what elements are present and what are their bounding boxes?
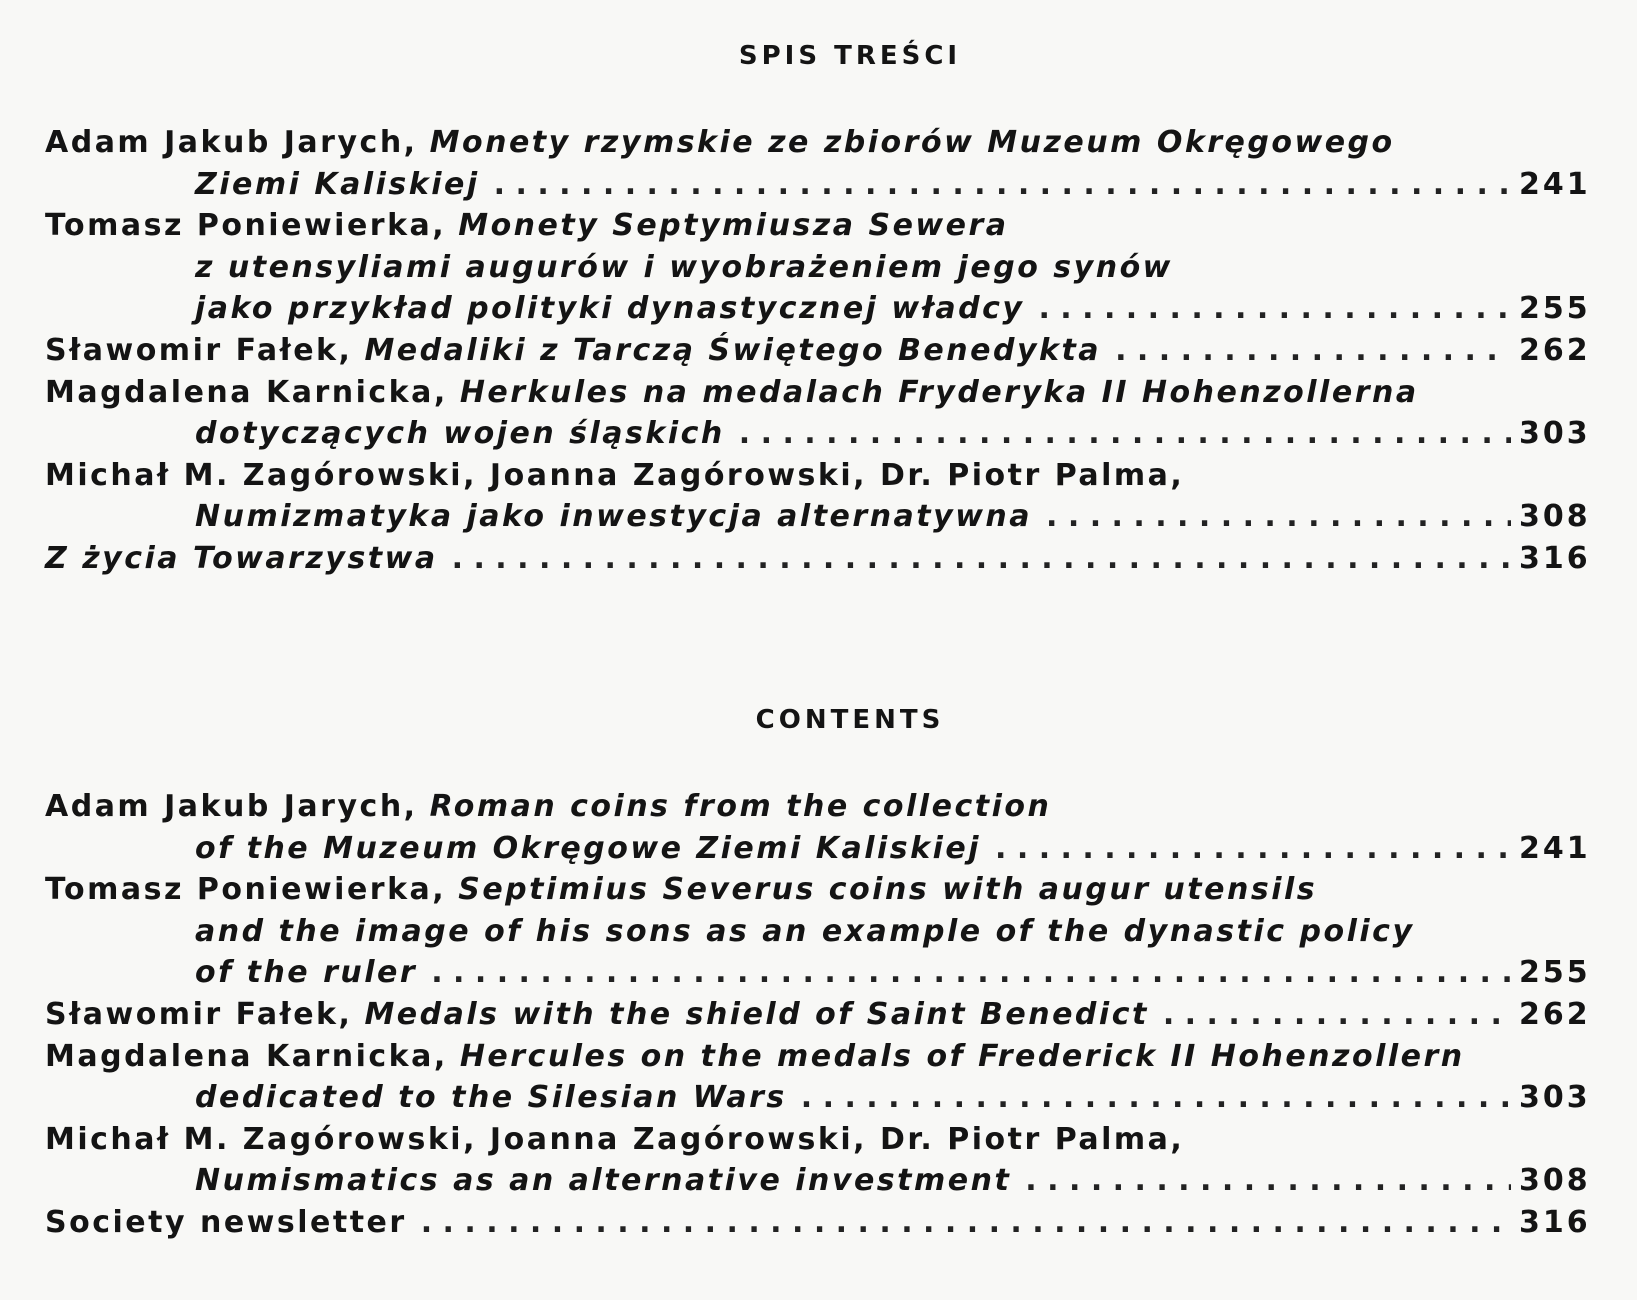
toc-line: [45, 164, 1591, 206]
toc-line: [45, 828, 1591, 870]
dot-leader: [1025, 1160, 1511, 1202]
entry-page-number: 308: [1519, 499, 1591, 535]
entry-page-number: 241: [1519, 830, 1591, 866]
toc-heading-polish: SPIS TREŚCI: [738, 41, 962, 71]
entry-page-number: 316: [1519, 540, 1591, 576]
entry-author: Tomasz Poniewierka,: [45, 872, 447, 908]
toc-line: [45, 372, 1585, 414]
entry-page-number: 316: [1519, 1204, 1591, 1240]
dot-leader: [1046, 496, 1511, 538]
toc-polish: [45, 38, 1591, 580]
toc-line: [45, 455, 1585, 497]
entry-title: Medaliki z Tarczą Świętego Benedykta: [364, 332, 1102, 368]
toc-line: [45, 122, 1585, 164]
entry-author: Michał M. Zagórowski, Joanna Zagórowski, Dr. Piotr Palma,: [45, 1121, 1185, 1157]
entry-author: Sławomir Fałek,: [45, 332, 353, 368]
dot-leader: [801, 1077, 1511, 1119]
toc-entries-polish: [45, 122, 1591, 580]
dot-leader: [494, 164, 1511, 206]
entry-title: Herkules na medalach Fryderyka II Hohenzollerna: [459, 374, 1419, 410]
entry-title: dotyczących wojen śląskich: [195, 416, 725, 452]
entry-page-number: 241: [1519, 166, 1591, 202]
entry-title: z utensyliami augurów i wyobrażeniem jego synów: [195, 249, 1173, 285]
entry-author: Magdalena Karnicka,: [45, 1038, 448, 1074]
entry-page-number: 308: [1519, 1163, 1591, 1199]
dot-leader: [995, 828, 1511, 870]
entry-page-number: 262: [1519, 332, 1591, 368]
entry-author: Adam Jakub Jarych,: [45, 789, 418, 824]
toc-line: [45, 1202, 1591, 1244]
entry-page-number: 255: [1519, 955, 1591, 991]
entry-title: Numismatics as an alternative investment: [195, 1163, 1012, 1199]
toc-line: [45, 1077, 1591, 1119]
entry-title: of the ruler: [195, 955, 418, 991]
entry-page-number: 262: [1519, 996, 1591, 1032]
toc-line: [45, 1160, 1591, 1202]
entry-page-number: 303: [1519, 416, 1591, 452]
toc-line: [45, 247, 1585, 289]
entry-title: Ziemi Kaliskiej: [195, 166, 480, 202]
entry-author: Magdalena Karnicka,: [45, 374, 448, 410]
dot-leader: [739, 413, 1511, 455]
toc-line: [45, 952, 1591, 994]
toc-line: [45, 205, 1585, 247]
entry-title: of the Muzeum Okręgowe Ziemi Kaliskiej: [195, 830, 982, 866]
toc-line: [45, 330, 1591, 372]
toc-entries-english: [45, 786, 1591, 1244]
dot-leader: [1038, 288, 1511, 330]
entry-title: and the image of his sons as an example of the dynastic policy: [195, 913, 1415, 949]
toc-line: [45, 786, 1585, 828]
entry-title: Hercules on the medals of Frederick II Hohenzollern: [459, 1038, 1465, 1074]
toc-line: [45, 413, 1591, 455]
dot-leader: [431, 952, 1511, 994]
entry-page-number: 303: [1519, 1080, 1591, 1116]
entry-title: Monety Septymiusza Sewera: [458, 208, 1009, 244]
entry-title: Monety rzymskie ze zbiorów Muzeum Okręgowego: [429, 125, 1395, 160]
entry-author: Sławomir Fałek,: [45, 996, 353, 1032]
dot-leader: [1115, 330, 1511, 372]
toc-line: [45, 1119, 1585, 1161]
entry-title: Roman coins from the collection: [429, 789, 1052, 824]
dot-leader: [1163, 994, 1511, 1036]
entry-title: Medals with the shield of Saint Benedict: [364, 996, 1149, 1032]
dot-leader: [452, 538, 1511, 580]
dot-leader: [421, 1202, 1511, 1244]
toc-line: [45, 288, 1591, 330]
entry-title: Septimius Severus coins with augur utensils: [458, 872, 1318, 908]
toc-line: [45, 994, 1591, 1036]
entry-author: Society newsletter: [45, 1204, 407, 1240]
toc-heading-english: CONTENTS: [755, 705, 945, 735]
toc-line: [45, 869, 1585, 911]
toc-line: [45, 538, 1591, 580]
entry-author: Adam Jakub Jarych,: [45, 125, 418, 160]
toc-english: [45, 702, 1591, 1244]
entry-title: jako przykład polityki dynastycznej władcy: [195, 291, 1025, 327]
entry-author: Michał M. Zagórowski, Joanna Zagórowski, Dr. Piotr Palma,: [45, 457, 1185, 493]
toc-line: [45, 1036, 1585, 1078]
entry-page-number: 255: [1519, 291, 1591, 327]
toc-line: [45, 911, 1585, 953]
entry-title: dedicated to the Silesian Wars: [195, 1080, 787, 1116]
entry-title: Z życia Towarzystwa: [45, 540, 438, 576]
toc-line: [45, 496, 1591, 538]
entry-author: Tomasz Poniewierka,: [45, 208, 447, 244]
entry-title: Numizmatyka jako inwestycja alternatywna: [195, 499, 1033, 535]
